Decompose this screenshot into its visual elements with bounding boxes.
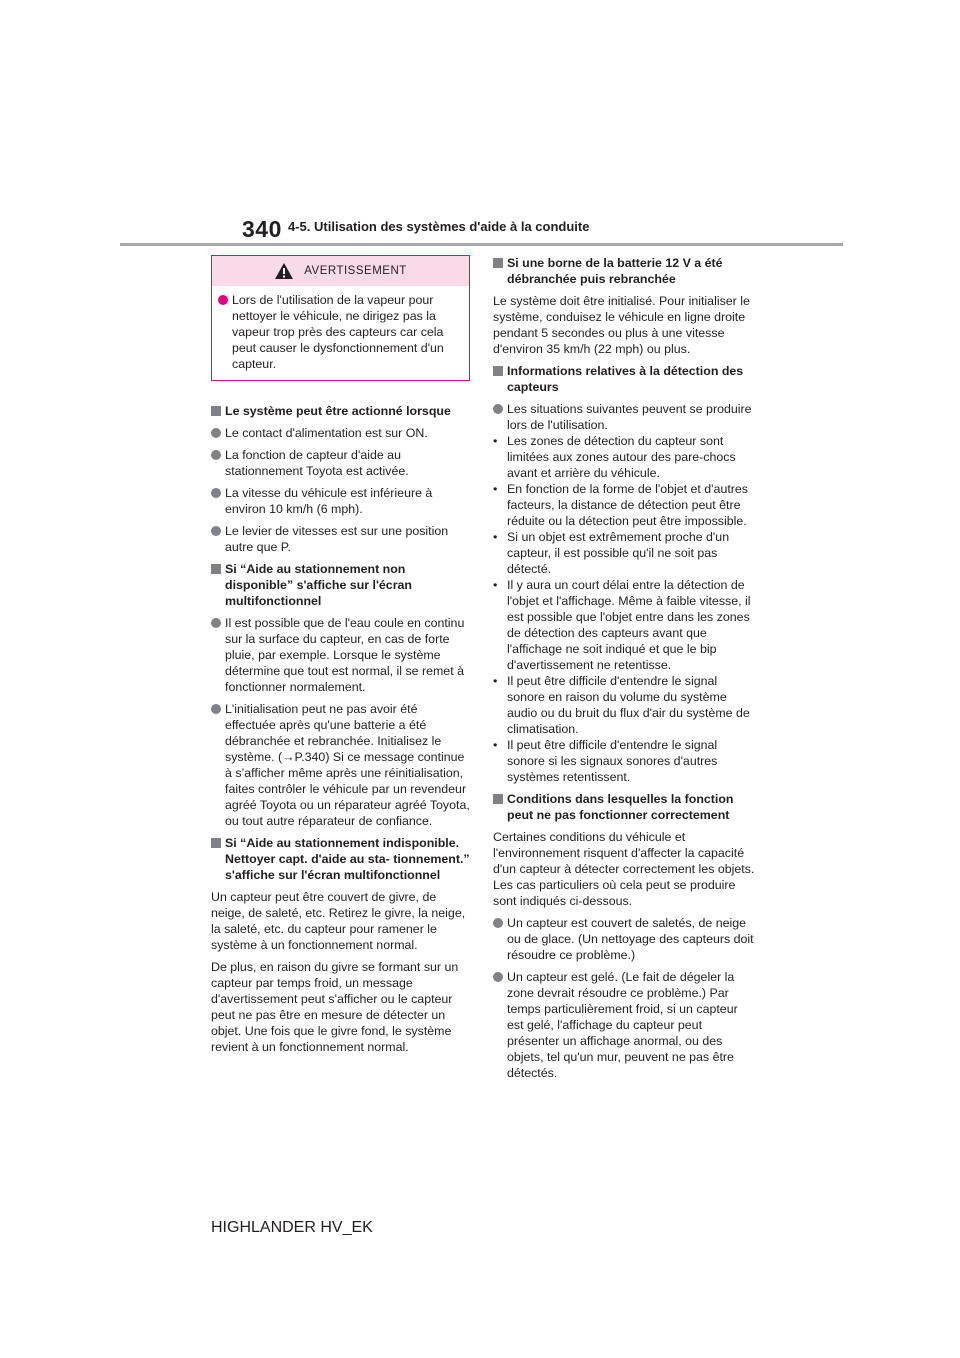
sub-list-item: • Il peut être difficile d'entendre le signal sonore en raison du volume du système audio ou du bruit du flux d'air du système de climatisation.	[493, 674, 750, 736]
page-number: 340	[242, 216, 282, 242]
heading-system-activation: Le système peut être actionné lorsque	[211, 403, 471, 419]
warning-title: AVERTISSEMENT	[304, 265, 407, 277]
bullet-icon	[211, 618, 221, 628]
header-rule	[120, 243, 843, 246]
list-item: L'initialisation peut ne pas avoir été effectuée après qu'une batterie a été débranchée et rebranchée. Initialisez le système. (→P.340) Si ce message continue à s’afficher même après une réinitialisation, faites contrôler le véhicule par un revendeur agréé Toyota ou un réparateur agréé Toyota, ou tout autre réparateur de confiance.	[211, 701, 471, 829]
warning-body	[212, 286, 469, 380]
sub-list-item: • Il y aura un court délai entre la détection de l'objet et l'affichage. Même à faible vitesse, il est possible que l'objet entre dans les zones de détection des capteurs avant que l'affichage ne soit indiqué et que le bip d'avertissement ne retentisse.	[493, 578, 751, 672]
heading-assist-unavailable: Si “Aide au stationnement non disponible” s'affiche sur l'écran multifonctionnel	[211, 561, 471, 609]
list-item: Le levier de vitesses est sur une position autre que P.	[211, 523, 471, 555]
sub-list-item: • Si un objet est extrêmement proche d'un capteur, il est possible qu'il ne soit pas détecté.	[493, 530, 730, 576]
bullet-icon	[493, 972, 503, 982]
heading-clean-sensor: Si “Aide au stationnement indisponible. Nettoyer capt. d'aide au sta- tionnement.” s'affiche sur l'écran multifonctionnel	[211, 835, 471, 883]
square-bullet-icon	[493, 258, 503, 268]
paragraph: Un capteur peut être couvert de givre, de neige, de saleté, etc. Retirez le givre, la neige, la saleté, etc. du capteur pour ramener le système à un fonctionnement normal.	[211, 890, 466, 952]
sub-list-item: • En fonction de la forme de l'objet et d'autres facteurs, la distance de détection peut être réduite ou la détection peut être impossible.	[493, 482, 748, 528]
paragraph: Le système doit être initialisé. Pour initialiser le système, conduisez le véhicule en ligne droite pendant 5 secondes ou plus à une vitesse d'environ 35 km/h (22 mph) ou plus.	[493, 294, 750, 356]
square-bullet-icon	[211, 564, 221, 574]
list-item: Un capteur est couvert de saletés, de neige ou de glace. (Un nettoyage des capteurs doit résoudre ce problème.)	[493, 915, 755, 963]
paragraph: De plus, en raison du givre se formant sur un capteur par temps froid, un message d'avertissement peut s'afficher ou le capteur peut ne pas être en mesure de détecter un objet. Une fois que le givre fond, le système revient à un fonctionnement normal.	[211, 960, 459, 1054]
warning-bullet	[218, 292, 461, 372]
square-bullet-icon	[211, 406, 221, 416]
bullet-icon	[493, 404, 503, 414]
sub-list-item: • Il peut être difficile d'entendre le signal sonore si les signaux sonores d'autres systèmes retentissent.	[493, 738, 718, 784]
square-bullet-icon	[211, 838, 221, 848]
bullet-icon	[211, 488, 221, 498]
right-column	[493, 255, 755, 1087]
bullet-icon	[493, 918, 503, 928]
list-item: La fonction de capteur d'aide au stationnement Toyota est activée.	[211, 447, 471, 479]
bullet-icon	[211, 526, 221, 536]
left-column	[211, 255, 471, 1061]
list-item: Il est possible que de l'eau coule en continu sur la surface du capteur, en cas de forte pluie, par exemple. Lorsque le système détermine que tout est normal, il se remet à fonctionner normalement.	[211, 615, 471, 695]
pink-bullet-icon	[218, 295, 228, 305]
bullet-icon	[211, 450, 221, 460]
bullet-icon	[211, 428, 221, 438]
warning-triangle-icon	[274, 262, 294, 280]
warning-box	[211, 255, 470, 381]
warning-text: Lors de l'utilisation de la vapeur pour nettoyer le véhicule, ne dirigez pas la vapeur trop près des capteurs car cela peut causer le dysfonctionnement d'un capteur.	[232, 293, 444, 371]
section-title: 4-5. Utilisation des systèmes d'aide à la conduite	[288, 219, 590, 234]
bullet-icon	[211, 704, 221, 714]
list-item: La vitesse du véhicule est inférieure à environ 10 km/h (6 mph).	[211, 485, 471, 517]
square-bullet-icon	[493, 366, 503, 376]
sub-list-item: • Les zones de détection du capteur sont limitées aux zones autour des pare-chocs avant et arrière du véhicule.	[493, 434, 736, 480]
heading-sensor-detection: Informations relatives à la détection des capteurs	[493, 363, 755, 395]
paragraph: Certaines conditions du véhicule et l'environnement risquent d'affecter la capacité d'un capteur à détecter correctement les objets. Les cas particuliers où cela peut se produire sont indiqués ci-dessous.	[493, 830, 755, 908]
square-bullet-icon	[493, 794, 503, 804]
list-item: Un capteur est gelé. (Le fait de dégeler la zone devrait résoudre ce problème.) Par temps particulièrement froid, si un capteur est gelé, l'affichage du capteur peut présenter un affichage anormal, ou des objets, tel qu'un mur, peuvent ne pas être détectés.	[493, 969, 755, 1081]
list-item: Le contact d'alimentation est sur ON.	[211, 425, 471, 441]
warning-header	[212, 256, 469, 286]
list-item: Les situations suivantes peuvent se produire lors de l'utilisation.	[493, 401, 755, 433]
heading-conditions: Conditions dans lesquelles la fonction peut ne pas fonctionner correctement	[493, 791, 755, 823]
heading-battery-reconnect: Si une borne de la batterie 12 V a été débranchée puis rebranchée	[493, 255, 755, 287]
footer-model: HIGHLANDER HV_EK	[211, 1219, 373, 1236]
